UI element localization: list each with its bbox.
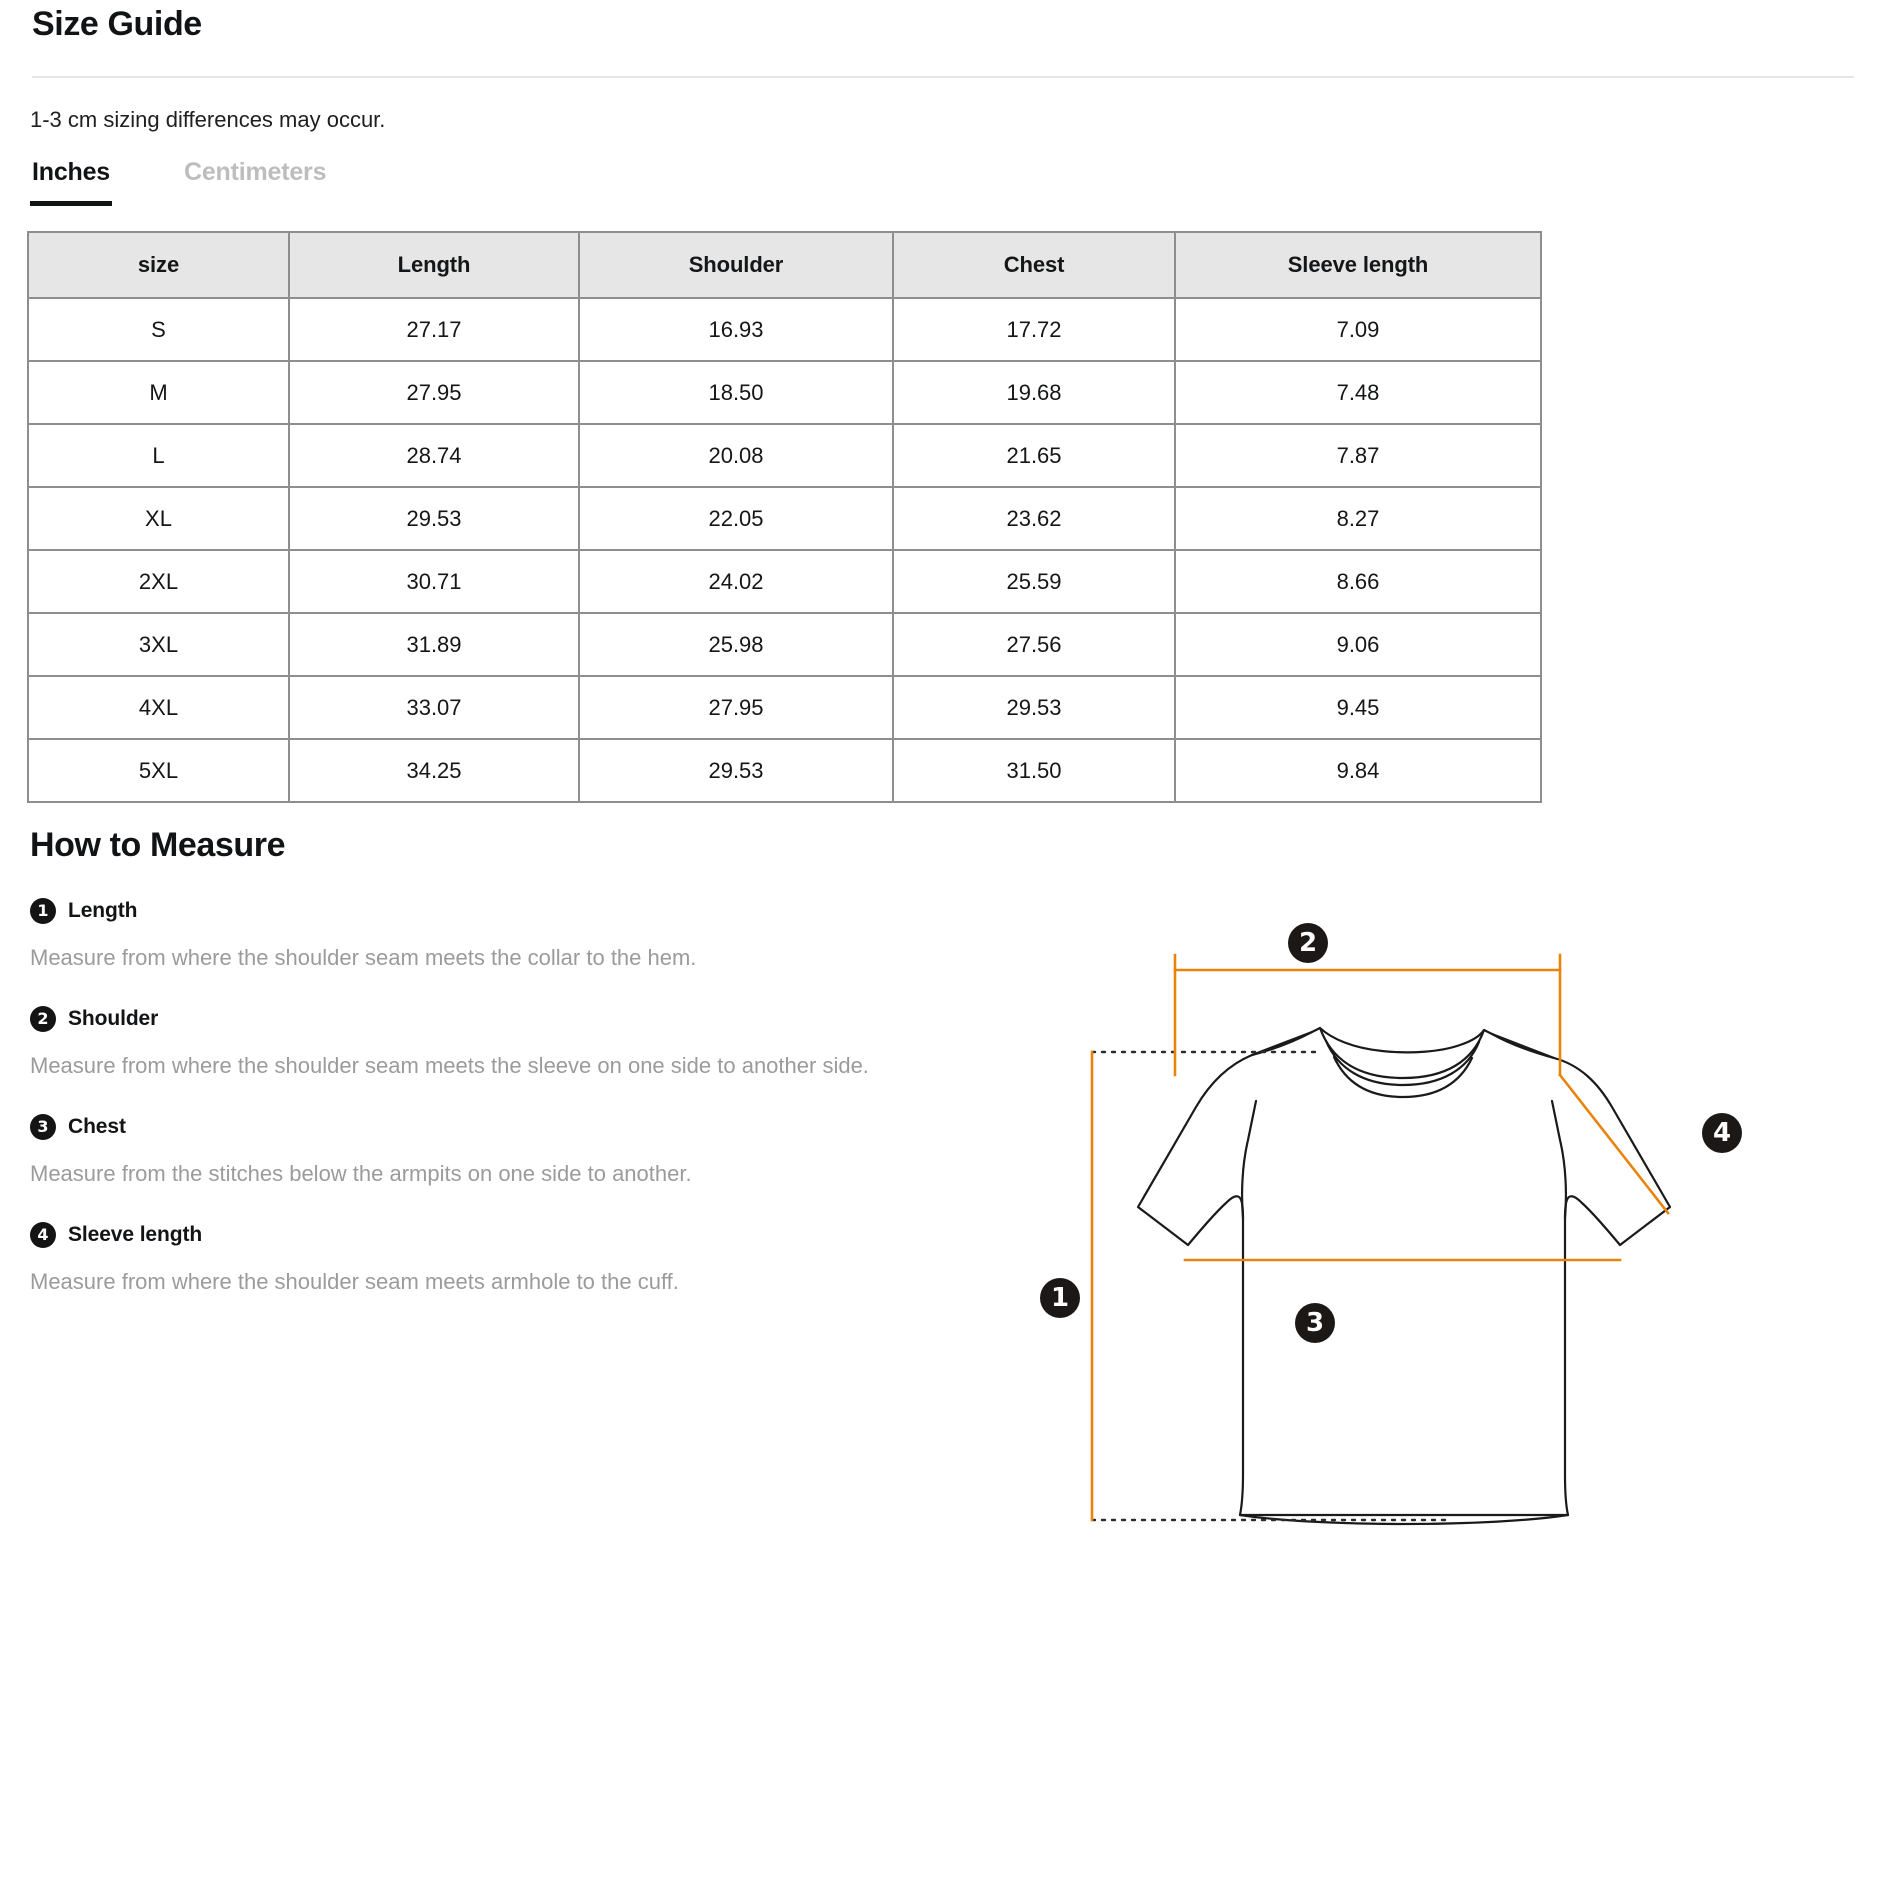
measure-description: Measure from the stitches below the armpits on one side to another. <box>30 1161 692 1186</box>
cell-shoulder: 18.50 <box>579 361 893 424</box>
cell-sleeve: 7.09 <box>1175 298 1541 361</box>
cell-length: 31.89 <box>289 613 579 676</box>
column-header-sleeve: Sleeve length <box>1175 232 1541 298</box>
guide-dotted-lines <box>1092 1052 1450 1520</box>
cell-shoulder: 16.93 <box>579 298 893 361</box>
number-badge-2-icon: 2 <box>30 1006 56 1032</box>
cell-length: 33.07 <box>289 676 579 739</box>
measure-label: Sleeve length <box>68 1223 203 1246</box>
cell-sleeve: 9.06 <box>1175 613 1541 676</box>
table-row <box>28 361 1541 424</box>
column-header-length: Length <box>289 232 579 298</box>
cell-length: 34.25 <box>289 739 579 802</box>
measure-label: Length <box>68 899 138 922</box>
cell-size: M <box>28 361 289 424</box>
svg-text:3: 3 <box>1305 1308 1325 1338</box>
how-to-measure-title: How to Measure <box>30 826 286 864</box>
cell-size: 2XL <box>28 550 289 613</box>
diagram-marker-4 <box>1702 1113 1742 1153</box>
cell-chest: 29.53 <box>893 676 1175 739</box>
cell-size: 3XL <box>28 613 289 676</box>
table-row <box>28 424 1541 487</box>
measure-head <box>30 1217 1030 1253</box>
cell-size: S <box>28 298 289 361</box>
tab-inches[interactable]: Inches <box>30 154 112 206</box>
table-row <box>28 298 1541 361</box>
cell-size: L <box>28 424 289 487</box>
size-chart-table <box>27 231 1542 803</box>
cell-sleeve: 7.87 <box>1175 424 1541 487</box>
cell-chest: 19.68 <box>893 361 1175 424</box>
measure-head <box>30 1001 1030 1037</box>
diagram-marker-2 <box>1288 923 1328 963</box>
cell-shoulder: 22.05 <box>579 487 893 550</box>
table-row <box>28 739 1541 802</box>
cell-size: XL <box>28 487 289 550</box>
cell-sleeve: 9.45 <box>1175 676 1541 739</box>
measure-item-length <box>30 893 1030 974</box>
cell-shoulder: 29.53 <box>579 739 893 802</box>
cell-chest: 27.56 <box>893 613 1175 676</box>
sleeve-measure-line <box>1560 1075 1668 1213</box>
table-header-row <box>28 232 1541 298</box>
tshirt-outline-icon <box>1138 1028 1670 1524</box>
sizing-note: 1-3 cm sizing differences may occur. <box>30 107 386 132</box>
measure-description: Measure from where the shoulder seam meets armhole to the cuff. <box>30 1269 679 1294</box>
table-row <box>28 613 1541 676</box>
column-header-size: size <box>28 232 289 298</box>
cell-sleeve: 8.27 <box>1175 487 1541 550</box>
measure-label: Chest <box>68 1115 126 1138</box>
cell-length: 29.53 <box>289 487 579 550</box>
cell-length: 27.17 <box>289 298 579 361</box>
number-badge-1-icon: 1 <box>30 898 56 924</box>
diagram-marker-3 <box>1295 1303 1335 1343</box>
cell-chest: 23.62 <box>893 487 1175 550</box>
cell-shoulder: 25.98 <box>579 613 893 676</box>
cell-shoulder: 27.95 <box>579 676 893 739</box>
cell-chest: 25.59 <box>893 550 1175 613</box>
measure-description: Measure from where the shoulder seam meets the collar to the hem. <box>30 945 697 970</box>
cell-chest: 17.72 <box>893 298 1175 361</box>
measure-item-shoulder <box>30 1001 1030 1082</box>
cell-sleeve: 8.66 <box>1175 550 1541 613</box>
cell-length: 30.71 <box>289 550 579 613</box>
svg-text:4: 4 <box>1712 1118 1732 1148</box>
cell-chest: 21.65 <box>893 424 1175 487</box>
cell-length: 27.95 <box>289 361 579 424</box>
svg-text:2: 2 <box>1298 928 1318 958</box>
cell-sleeve: 7.48 <box>1175 361 1541 424</box>
unit-tabs <box>30 154 328 206</box>
measure-item-chest <box>30 1109 1030 1190</box>
page-title: Size Guide <box>32 5 202 43</box>
title-divider <box>32 76 1854 78</box>
tshirt-measurement-diagram <box>1020 915 1886 1615</box>
number-badge-4-icon: 4 <box>30 1222 56 1248</box>
column-header-chest: Chest <box>893 232 1175 298</box>
cell-shoulder: 20.08 <box>579 424 893 487</box>
measure-label: Shoulder <box>68 1007 159 1030</box>
svg-text:1: 1 <box>1050 1283 1070 1313</box>
cell-length: 28.74 <box>289 424 579 487</box>
measure-description: Measure from where the shoulder seam meets the sleeve on one side to another side. <box>30 1053 869 1078</box>
number-badge-3-icon: 3 <box>30 1114 56 1140</box>
measure-head <box>30 893 1030 929</box>
how-to-measure-list <box>30 893 1030 1325</box>
cell-sleeve: 9.84 <box>1175 739 1541 802</box>
cell-size: 5XL <box>28 739 289 802</box>
table-row <box>28 550 1541 613</box>
measure-item-sleeve-length <box>30 1217 1030 1298</box>
table-row <box>28 487 1541 550</box>
measure-head <box>30 1109 1030 1145</box>
cell-shoulder: 24.02 <box>579 550 893 613</box>
column-header-shoulder: Shoulder <box>579 232 893 298</box>
table-row <box>28 676 1541 739</box>
diagram-marker-1 <box>1040 1278 1080 1318</box>
cell-chest: 31.50 <box>893 739 1175 802</box>
tab-centimeters[interactable]: Centimeters <box>182 154 328 206</box>
cell-size: 4XL <box>28 676 289 739</box>
